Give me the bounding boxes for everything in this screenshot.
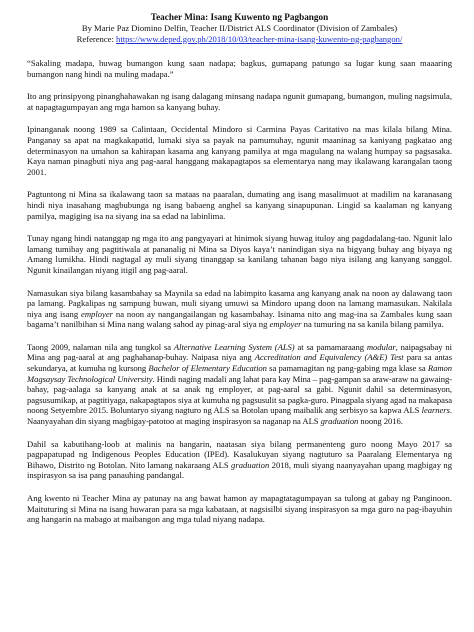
paragraph-6-text-5: sa pamamagitan ng pang-gabing mga klase sa [266,363,428,374]
paragraph-5-italic-1: employer [81,308,114,319]
paragraph-6-italic-7: graduation [320,416,359,427]
paragraph-5 [27,288,452,330]
paragraph-6-text-8: noong 2016. [358,416,403,427]
paragraph-6-text-4: para sa antas sekundarya, at kumuha ng kursong [27,352,452,374]
paragraph-4: Tunay ngang hindi natanggap ng mga ito ang pangyayari at hinimok siyang huwag ituloy ang pagdadalang-tao. Ngunit lalo lamang tumibay ang pagtitiwala at pananalig ni Mina sa Diyos kaya’t nanindigan siya na bigyang buhay ang biyaya ng Amang lumikha. Hindi nagtagal ay muli siyang tinanggap sa kanilang tahanan bago niya isilang ang kanyang sanggol. Ngunit kinailangan niyang itigil ang pag-aaral. [27,233,452,275]
paragraph-6-text-3: , naipagsabay ni Mina ang pag-aaral at ang paghahanap-buhay. Naipasa niya ang [27,341,452,363]
opening-quote: “Sakaling madapa, huwag bumangon kung saan nadapa; bagkus, gumapang patungo sa lugar kung saan maaaring bumangon nang hindi na muling madapa.” [27,58,452,79]
paragraph-5-italic-2: employer [269,319,302,330]
paragraph-7-text-1: Dahil sa kabutihang-loob at malinis na hangarin, naatasan siya bilang permanenteng guro noong Mayo 2017 sa pagpapatupad ng Indigenous Peoples Education (IPEd). Kasalukuyan siyang nagtuturo sa Paaralang Elementarya ng Bihawo, Distrito ng Botolan. Nito lamang nakaraang ALS [27,438,452,470]
author-byline: By Marie Paz Diomino Delfin, Teacher II/District ALS Coordinator (Division of Zambales) [81,23,398,33]
paragraph-1: Ito ang prinsipyong pinanghahawakan ng isang dalagang minsang nadapa ngunit gumapang, bumangon, muling nagsimula, at napagtagumpayan ang mga hamon sa kanyang buhay. [27,91,452,112]
paragraph-6-text-2: at sa pamamaraang [294,341,367,352]
reference-line [27,34,452,45]
paragraph-6-italic-3: Accreditation and Equivalency (A&E) Test [254,352,404,363]
paragraph-6-text-6: . Hindi naging madali ang lahat para kay Mina – pag-gampan sa araw-araw na gawaing-bahay, pag-aalaga sa kanyang anak at sa anak ng employer, at pag-aaral sa gabi. Ngunit dahil sa determinasyon, pagsusumikap, at pagtitiyaga, nakapagtapos siya at kumuha ng pagsusulit sa pagka-guro. Pinagpala siyang agad na makapasa noong Setyembre 2015. Boluntaryo siyang nagturo ng ALS sa Botolan upang maibalik ang serbisyo sa kapwa ALS [27,373,453,416]
paragraph-7 [27,439,452,481]
paragraph-6-text-1: Taong 2009, nalaman nila ang tungkol sa [27,341,174,352]
paragraph-2: Ipinanganak noong 1989 sa Calintaan, Occidental Mindoro si Carmina Payas Caritativo na mas kilala bilang Mina. Panganay sa apat na magkakapatid, lumaki siya sa payak na pamumuhay, ngunit maaninag sa kaniyang pagkatao ang determinasyon na umahon sa kahirapan kasama ang kanyang pamilya at mga magulang na walang humpay sa pagsasaka. Kaya naman pinagbuti niya ang pag-aaral hanggang makapagtapos sa elementarya nang may ikalawang karangalan taong 2001. [27,124,452,177]
paragraph-7-italic-1: graduation [231,459,270,470]
paragraph-7-text-2: 2018, muli siyang naanyayahan upang magbigay ng inspirasyon sa isa pang panauhing pandangal. [27,459,452,481]
paragraph-6-italic-6: learners [421,405,450,416]
paragraph-6-italic-2: modular [366,341,396,352]
paragraph-6-text-7: . Naanyayahan din siyang magbigay-patotoo at maging inspirasyon sa naganap na ALS [27,405,452,427]
paragraph-8: Ang kwento ni Teacher Mina ay patunay na ang bawat hamon ay mapagtatagumpayan sa tulong at gabay ng Panginoon. Maituturing si Mina na isang huwaran para sa mga kabataan, at nagsisilbi siyang inspirasyon sa mga guro na pag-ibayuhin ang hangarin na mabago at maibangon ang mga tulad niyang nadapa. [27,493,452,525]
paragraph-6 [27,342,452,427]
paragraph-5-text-1: Namasukan siya bilang kasambahay sa Maynila sa edad na labimpito kasama ang kanyang anak na noon ay dalawang taon pa lamang. Pagkalipas ng sampung buwan, muli siyang umuwi sa Mindoro upang doon na lamang mamasukan. Nakilala niya ang isang [27,287,452,319]
reference-link[interactable]: https://www.deped.gov.ph/2018/10/03/teacher-mina-isang-kuwento-ng-pagbangon/ [116,33,403,44]
document-header [27,12,452,44]
reference-label: Reference: [76,33,114,44]
paragraph-3: Pagtuntong ni Mina sa ikalawang taon sa mataas na paaralan, dumating ang isang masalimuot at madilim na karanasang hindi niya inasahang magbubunga ng isang babaeng anghel sa kanyang sinapupunan. Lingid sa kaalaman ng kanyang pamilya, magiging isa na siyang ina sa edad na labinlima. [27,189,452,221]
paragraph-6-italic-1: Alternative Learning System (ALS) [173,341,295,352]
paragraph-6-italic-5: Ramon Magsaysay Technological University [27,363,452,384]
document-title: Teacher Mina: Isang Kuwento ng Pagbangon [150,12,329,22]
paragraph-5-text-3: na tumuring na sa kanila bilang pamilya. [301,319,444,330]
paragraph-5-text-2: na noon ay nangangailangan ng kasambahay. Isinama nito ang mag-ina sa Zambales kung saan bagama’t nanilbihan si Mina nang walang sahod ay pinag-aral siya ng [27,308,452,330]
paragraph-6-italic-4: Bachelor of Elementary Education [148,363,267,374]
